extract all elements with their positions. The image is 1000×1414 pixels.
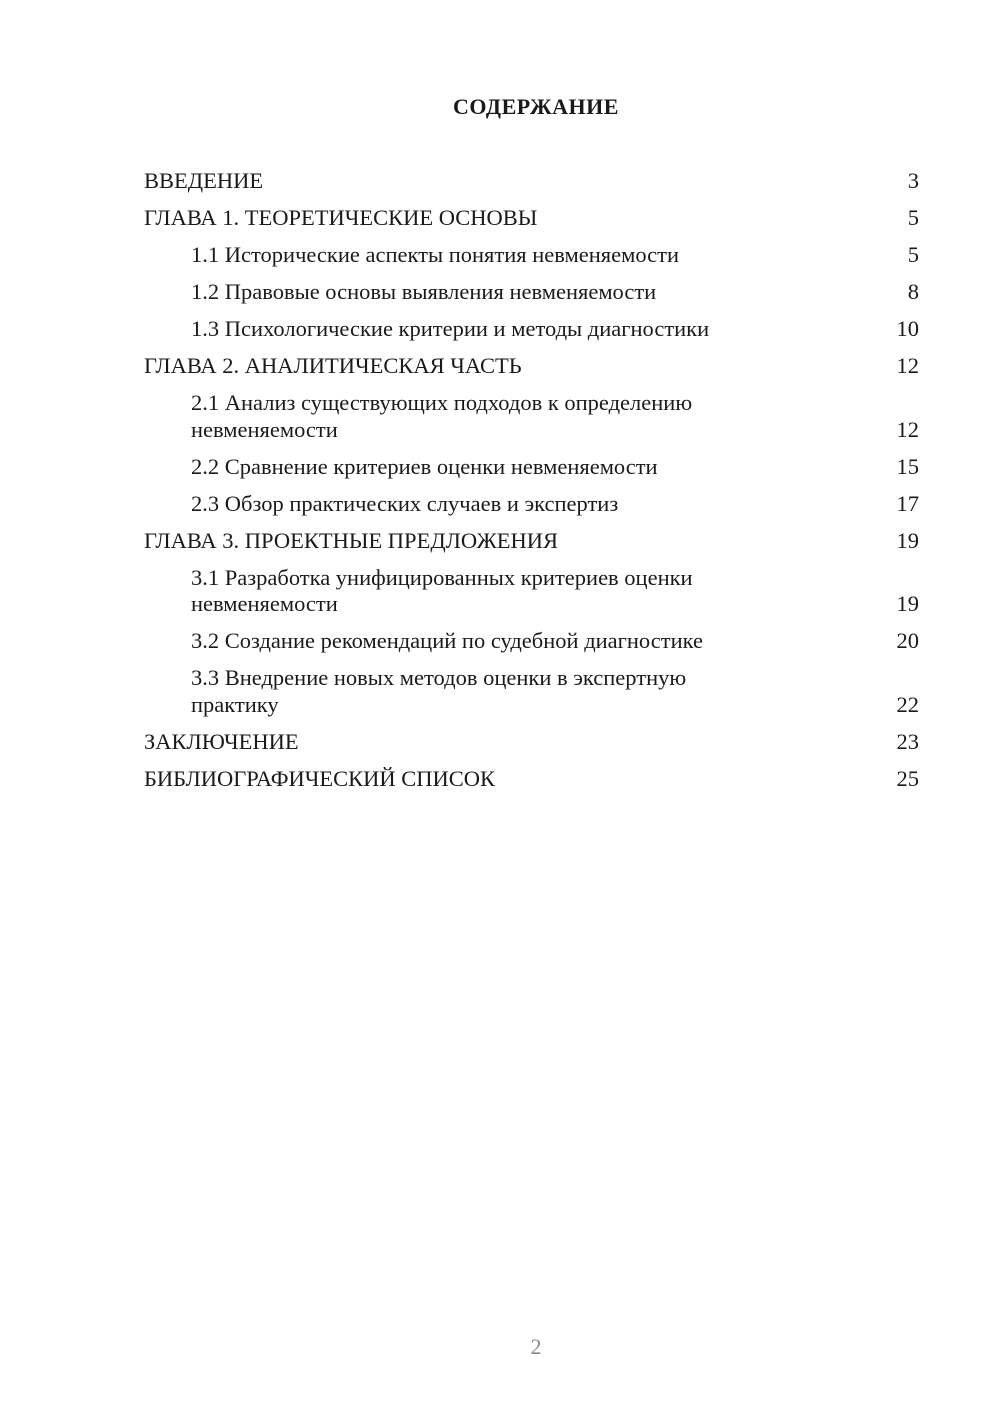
toc-entry-text: 1.1 Исторические аспекты понятия невменяемости xyxy=(191,242,680,267)
toc-entry-section-2-1 xyxy=(144,390,919,443)
toc-entry-section-1-1 xyxy=(144,242,919,269)
toc-entry-conclusion xyxy=(144,729,919,756)
toc-entry-text: ЗАКЛЮЧЕНИЕ xyxy=(144,728,299,754)
toc-entry-text: 2.2 Сравнение критериев оценки невменяемости xyxy=(191,453,658,479)
toc-entry-page: 19 xyxy=(896,527,919,553)
toc-entry-page: 20 xyxy=(896,628,919,653)
toc-entry-bibliography xyxy=(144,766,919,793)
toc-entry-text: 3.1 Разработка унифицированных критериев оценки невменяемости xyxy=(191,564,693,616)
toc-entry-text: 2.1 Анализ существующих подходов к определению невменяемости xyxy=(191,390,693,442)
toc-entry-chapter-2 xyxy=(144,353,919,380)
toc-entry-section-1-2 xyxy=(144,279,919,306)
toc-entry-text: 3.3 Внедрение новых методов оценки в экспертную практику xyxy=(191,665,687,717)
toc-entry-text: ВВЕДЕНИЕ xyxy=(144,168,264,193)
toc-entry-page: 19 xyxy=(896,591,919,616)
toc-entry-section-3-1 xyxy=(144,565,919,618)
toc-entry-page: 10 xyxy=(896,316,919,341)
toc-entry-section-3-3 xyxy=(144,665,919,718)
toc-entry-text: БИБЛИОГРАФИЧЕСКИЙ СПИСОК xyxy=(144,765,496,791)
toc-entry-page: 15 xyxy=(896,453,919,479)
toc-entry-page: 23 xyxy=(896,728,919,754)
toc-entry-section-1-3 xyxy=(144,316,919,343)
toc-entry-introduction xyxy=(144,168,919,195)
toc-entry-text: 1.3 Психологические критерии и методы диагностики xyxy=(191,316,710,341)
toc-entry-text: ГЛАВА 3. ПРОЕКТНЫЕ ПРЕДЛОЖЕНИЯ xyxy=(144,527,559,553)
toc-entry-section-2-2 xyxy=(144,454,919,481)
toc-entry-page: 3 xyxy=(907,168,919,193)
toc-entry-text: 2.3 Обзор практических случаев и экспертиз xyxy=(191,490,619,516)
toc-entry-page: 25 xyxy=(896,765,919,791)
toc-entry-text: ГЛАВА 1. ТЕОРЕТИЧЕСКИЕ ОСНОВЫ xyxy=(144,205,538,230)
toc-entry-page: 17 xyxy=(896,490,919,516)
table-of-contents xyxy=(144,168,919,803)
toc-entry-page: 22 xyxy=(896,691,919,717)
toc-entry-text: 1.2 Правовые основы выявления невменяемости xyxy=(191,279,657,304)
toc-entry-page: 5 xyxy=(907,205,919,230)
toc-entry-section-3-2 xyxy=(144,628,919,655)
toc-entry-text: 3.2 Создание рекомендаций по судебной диагностике xyxy=(191,628,703,653)
toc-entry-page: 12 xyxy=(896,416,919,442)
toc-entry-chapter-1 xyxy=(144,205,919,232)
toc-entry-page: 8 xyxy=(907,279,919,304)
toc-entry-page: 5 xyxy=(907,242,919,267)
toc-entry-chapter-3 xyxy=(144,528,919,555)
toc-entry-section-2-3 xyxy=(144,491,919,518)
toc-entry-text: ГЛАВА 2. АНАЛИТИЧЕСКАЯ ЧАСТЬ xyxy=(144,353,522,378)
toc-entry-page: 12 xyxy=(896,353,919,378)
page-title: СОДЕРЖАНИЕ xyxy=(453,94,619,119)
page-number: 2 xyxy=(530,1334,542,1359)
